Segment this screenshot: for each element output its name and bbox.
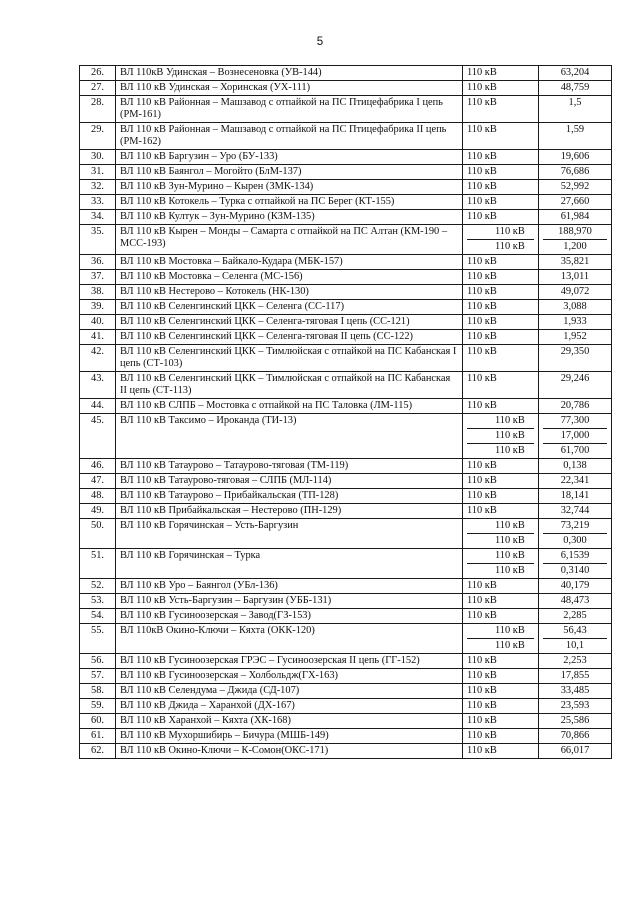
voltage-cell	[463, 96, 539, 123]
voltage-value: 110 кВ	[467, 730, 497, 741]
length-cell	[539, 210, 612, 225]
line-name: ВЛ 110 кВ Татаурово – Татаурово-тяговая (ТМ-119)	[116, 459, 463, 474]
voltage-cell	[463, 372, 539, 399]
voltage-value: 110 кВ	[467, 97, 497, 108]
row-number: 35.	[80, 225, 116, 255]
row-number: 36.	[80, 255, 116, 270]
length-value: 52,992	[560, 181, 590, 192]
length-cell	[539, 345, 612, 372]
voltage-value: 110 кВ	[467, 533, 534, 547]
voltage-cell	[463, 165, 539, 180]
voltage-cell	[463, 123, 539, 150]
length-value: 22,341	[560, 475, 590, 486]
table-row	[80, 609, 612, 624]
line-name: ВЛ 110 кВ Селенгинский ЦКК – Селенга (СС-117)	[116, 300, 463, 315]
voltage-value: 110 кВ	[495, 415, 525, 426]
table-row	[80, 579, 612, 594]
voltage-value: 110 кВ	[467, 151, 497, 162]
length-value: 61,700	[543, 443, 607, 457]
table-row	[80, 459, 612, 474]
length-value: 48,759	[560, 82, 590, 93]
length-cell	[539, 285, 612, 300]
voltage-value: 110 кВ	[467, 239, 534, 253]
line-name: ВЛ 110 кВ Селенгинский ЦКК – Тимлюйская с отпайкой на ПС Кабанская II цепь (СТ-113)	[116, 372, 463, 399]
voltage-cell	[463, 729, 539, 744]
line-name: ВЛ 110 кВ Котокель – Турка с отпайкой на ПС Берег (КТ-155)	[116, 195, 463, 210]
row-number: 48.	[80, 489, 116, 504]
table-row	[80, 270, 612, 285]
voltage-cell	[463, 669, 539, 684]
row-number: 40.	[80, 315, 116, 330]
table-row	[80, 504, 612, 519]
table-row	[80, 624, 612, 654]
length-cell	[539, 459, 612, 474]
length-value: 48,473	[560, 595, 590, 606]
voltage-value: 110 кВ	[467, 563, 534, 577]
table-row	[80, 684, 612, 699]
length-value: 13,011	[560, 271, 590, 282]
voltage-cell	[463, 684, 539, 699]
voltage-cell	[463, 345, 539, 372]
line-name: ВЛ 110 кВ Кырен – Монды – Самарта с отпайкой на ПС Алтан (КМ-190 – МСС-193)	[116, 225, 463, 255]
length-value: 32,744	[560, 505, 590, 516]
table-row	[80, 180, 612, 195]
row-number: 55.	[80, 624, 116, 654]
voltage-value: 110 кВ	[467, 700, 497, 711]
voltage-value: 110 кВ	[467, 685, 497, 696]
length-value: 17,855	[560, 670, 590, 681]
voltage-value: 110 кВ	[467, 67, 497, 78]
length-cell	[539, 270, 612, 285]
length-cell	[539, 699, 612, 714]
line-name: ВЛ 110 кВ Селенгинский ЦКК – Селенга-тяговая I цепь (СС-121)	[116, 315, 463, 330]
voltage-cell	[463, 255, 539, 270]
voltage-value: 110 кВ	[467, 301, 497, 312]
length-cell	[539, 300, 612, 315]
length-cell	[539, 225, 612, 255]
length-value: 19,606	[560, 151, 590, 162]
voltage-cell	[463, 609, 539, 624]
voltage-value: 110 кВ	[467, 196, 497, 207]
table-row	[80, 372, 612, 399]
row-number: 39.	[80, 300, 116, 315]
line-name: ВЛ 110 кВ Таксимо – Ироканда (ТИ-13)	[116, 414, 463, 459]
voltage-cell	[463, 399, 539, 414]
length-cell	[539, 669, 612, 684]
voltage-cell	[463, 714, 539, 729]
line-name: ВЛ 110 кВ Селендума – Джида (СД-107)	[116, 684, 463, 699]
voltage-cell	[463, 474, 539, 489]
voltage-cell	[463, 519, 539, 549]
voltage-value: 110 кВ	[495, 520, 525, 531]
table-row	[80, 669, 612, 684]
voltage-value: 110 кВ	[467, 211, 497, 222]
line-name: ВЛ 110кВ Удинская – Вознесеновка (УВ-144)	[116, 66, 463, 81]
length-value: 33,485	[560, 685, 590, 696]
voltage-value: 110 кВ	[467, 400, 497, 411]
row-number: 52.	[80, 579, 116, 594]
row-number: 59.	[80, 699, 116, 714]
length-value: 76,686	[560, 166, 590, 177]
voltage-value: 110 кВ	[467, 316, 497, 327]
length-cell	[539, 96, 612, 123]
table-row	[80, 654, 612, 669]
voltage-value: 110 кВ	[467, 460, 497, 471]
table-row	[80, 399, 612, 414]
length-cell	[539, 66, 612, 81]
length-cell	[539, 624, 612, 654]
length-value: 49,072	[560, 286, 590, 297]
length-value: 1,200	[543, 239, 607, 253]
length-value: 23,593	[560, 700, 590, 711]
length-value: 56,43	[563, 625, 587, 636]
length-value: 6,1539	[560, 550, 590, 561]
length-cell	[539, 150, 612, 165]
length-cell	[539, 729, 612, 744]
voltage-value: 110 кВ	[467, 670, 497, 681]
line-name: ВЛ 110 кВ Татаурово-тяговая – СЛПБ (МЛ-114)	[116, 474, 463, 489]
table-row	[80, 225, 612, 255]
voltage-value: 110 кВ	[495, 550, 525, 561]
length-cell	[539, 654, 612, 669]
voltage-cell	[463, 654, 539, 669]
line-name: ВЛ 110 кВ Селенгинский ЦКК – Тимлюйская с отпайкой на ПС Кабанская I цепь (СТ-103)	[116, 345, 463, 372]
line-name: ВЛ 110 кВ Баянгол – Могойто (БлМ-137)	[116, 165, 463, 180]
voltage-cell	[463, 315, 539, 330]
row-number: 57.	[80, 669, 116, 684]
row-number: 41.	[80, 330, 116, 345]
voltage-value: 110 кВ	[467, 595, 497, 606]
length-value: 18,141	[560, 490, 590, 501]
length-value: 1,59	[565, 124, 585, 135]
table-row	[80, 123, 612, 150]
voltage-value: 110 кВ	[467, 745, 497, 756]
row-number: 26.	[80, 66, 116, 81]
row-number: 56.	[80, 654, 116, 669]
length-cell	[539, 81, 612, 96]
table-row	[80, 150, 612, 165]
length-value: 10,1	[543, 638, 607, 652]
row-number: 27.	[80, 81, 116, 96]
row-number: 51.	[80, 549, 116, 579]
length-value: 77,300	[560, 415, 590, 426]
length-cell	[539, 414, 612, 459]
voltage-cell	[463, 330, 539, 345]
line-name: ВЛ 110 кВ Районная – Машзавод с отпайкой на ПС Птицефабрика I цепь (РМ-161)	[116, 96, 463, 123]
voltage-value: 110 кВ	[467, 610, 497, 621]
row-number: 31.	[80, 165, 116, 180]
table-row	[80, 699, 612, 714]
table-row	[80, 81, 612, 96]
table-row	[80, 315, 612, 330]
page-number: 5	[316, 36, 324, 48]
length-value: 2,253	[563, 655, 587, 666]
length-value: 0,3140	[543, 563, 607, 577]
row-number: 33.	[80, 195, 116, 210]
voltage-value: 110 кВ	[495, 625, 525, 636]
length-value: 20,786	[560, 400, 590, 411]
line-name: ВЛ 110 кВ Районная – Машзавод с отпайкой на ПС Птицефабрика II цепь (РМ-162)	[116, 123, 463, 150]
length-cell	[539, 489, 612, 504]
power-lines-table-body	[80, 66, 612, 759]
voltage-cell	[463, 270, 539, 285]
length-value: 63,204	[560, 67, 590, 78]
length-cell	[539, 579, 612, 594]
voltage-value: 110 кВ	[467, 286, 497, 297]
line-name: ВЛ 110 кВ Мухоршибирь – Бичура (МШБ-149)	[116, 729, 463, 744]
length-value: 73,219	[560, 520, 590, 531]
length-cell	[539, 195, 612, 210]
voltage-value: 110 кВ	[495, 226, 525, 237]
voltage-cell	[463, 180, 539, 195]
row-number: 49.	[80, 504, 116, 519]
length-cell	[539, 519, 612, 549]
voltage-value: 110 кВ	[467, 373, 497, 384]
line-name: ВЛ 110 кВ Гусиноозерская – Холбольдж(ГХ-163)	[116, 669, 463, 684]
length-value: 40,179	[560, 580, 590, 591]
row-number: 60.	[80, 714, 116, 729]
voltage-value: 110 кВ	[467, 331, 497, 342]
length-value: 29,246	[560, 373, 590, 384]
length-cell	[539, 372, 612, 399]
length-cell	[539, 255, 612, 270]
voltage-value: 110 кВ	[467, 181, 497, 192]
length-value: 61,984	[560, 211, 590, 222]
voltage-value: 110 кВ	[467, 166, 497, 177]
voltage-value: 110 кВ	[467, 490, 497, 501]
voltage-cell	[463, 285, 539, 300]
voltage-value: 110 кВ	[467, 256, 497, 267]
length-value: 27,660	[560, 196, 590, 207]
row-number: 45.	[80, 414, 116, 459]
line-name: ВЛ 110 кВ Прибайкальская – Нестерово (ПН-129)	[116, 504, 463, 519]
length-value: 188,970	[558, 226, 592, 237]
length-value: 0,300	[543, 533, 607, 547]
row-number: 43.	[80, 372, 116, 399]
voltage-value: 110 кВ	[467, 346, 497, 357]
voltage-cell	[463, 624, 539, 654]
row-number: 61.	[80, 729, 116, 744]
voltage-value: 110 кВ	[467, 124, 497, 135]
voltage-cell	[463, 579, 539, 594]
length-cell	[539, 330, 612, 345]
length-value: 29,350	[560, 346, 590, 357]
voltage-value: 110 кВ	[467, 580, 497, 591]
row-number: 30.	[80, 150, 116, 165]
table-row	[80, 744, 612, 759]
power-lines-table	[79, 65, 612, 759]
length-value: 1,952	[563, 331, 587, 342]
length-value: 66,017	[560, 745, 590, 756]
length-cell	[539, 399, 612, 414]
line-name: ВЛ 110 кВ Баргузин – Уро (БУ-133)	[116, 150, 463, 165]
voltage-cell	[463, 225, 539, 255]
voltage-value: 110 кВ	[467, 505, 497, 516]
voltage-value: 110 кВ	[467, 82, 497, 93]
row-number: 46.	[80, 459, 116, 474]
line-name: ВЛ 110 кВ Удинская – Хоринская (УХ-111)	[116, 81, 463, 96]
table-row	[80, 300, 612, 315]
length-cell	[539, 594, 612, 609]
length-value: 17,000	[543, 428, 607, 442]
voltage-cell	[463, 504, 539, 519]
line-name: ВЛ 110 кВ Уро – Баянгол (УБл-136)	[116, 579, 463, 594]
voltage-cell	[463, 66, 539, 81]
line-name: ВЛ 110 кВ СЛПБ – Мостовка с отпайкой на ПС Таловка (ЛМ-115)	[116, 399, 463, 414]
length-cell	[539, 165, 612, 180]
table-row	[80, 195, 612, 210]
voltage-cell	[463, 414, 539, 459]
length-value: 0,138	[563, 460, 587, 471]
table-row	[80, 96, 612, 123]
length-value: 1,5	[568, 97, 582, 108]
voltage-cell	[463, 300, 539, 315]
row-number: 54.	[80, 609, 116, 624]
row-number: 34.	[80, 210, 116, 225]
voltage-value: 110 кВ	[467, 715, 497, 726]
length-value: 35,821	[560, 256, 590, 267]
table-row	[80, 714, 612, 729]
length-cell	[539, 504, 612, 519]
row-number: 32.	[80, 180, 116, 195]
voltage-value: 110 кВ	[467, 655, 497, 666]
line-name: ВЛ 110 кВ Гусиноозерская ГРЭС – Гусиноозерская II цепь (ГГ-152)	[116, 654, 463, 669]
table-row	[80, 210, 612, 225]
voltage-value: 110 кВ	[467, 475, 497, 486]
length-cell	[539, 474, 612, 489]
length-value: 2,285	[563, 610, 587, 621]
line-name: ВЛ 110 кВ Татаурово – Прибайкальская (ТП-128)	[116, 489, 463, 504]
line-name: ВЛ 110кВ Окино-Ключи – Кяхта (ОКК-120)	[116, 624, 463, 654]
row-number: 42.	[80, 345, 116, 372]
length-value: 1,933	[563, 316, 587, 327]
voltage-cell	[463, 81, 539, 96]
table-row	[80, 345, 612, 372]
line-name: ВЛ 110 кВ Харанхой – Кяхта (ХК-168)	[116, 714, 463, 729]
length-cell	[539, 744, 612, 759]
table-row	[80, 66, 612, 81]
table-row	[80, 594, 612, 609]
row-number: 44.	[80, 399, 116, 414]
row-number: 50.	[80, 519, 116, 549]
line-name: ВЛ 110 кВ Мостовка – Байкало-Кудара (МБК-157)	[116, 255, 463, 270]
line-name: ВЛ 110 кВ Зун-Мурино – Кырен (ЗМК-134)	[116, 180, 463, 195]
length-cell	[539, 609, 612, 624]
line-name: ВЛ 110 кВ Нестерово – Котокель (НК-130)	[116, 285, 463, 300]
line-name: ВЛ 110 кВ Селенгинский ЦКК – Селенга-тяговая II цепь (СС-122)	[116, 330, 463, 345]
table-row	[80, 519, 612, 549]
voltage-value: 110 кВ	[467, 271, 497, 282]
voltage-cell	[463, 744, 539, 759]
voltage-value: 110 кВ	[467, 428, 534, 442]
table-row	[80, 285, 612, 300]
voltage-cell	[463, 210, 539, 225]
line-name: ВЛ 110 кВ Окино-Ключи – К-Сомон(ОКС-171)	[116, 744, 463, 759]
line-name: ВЛ 110 кВ Горячинская – Турка	[116, 549, 463, 579]
table-row	[80, 549, 612, 579]
length-cell	[539, 549, 612, 579]
row-number: 37.	[80, 270, 116, 285]
voltage-cell	[463, 549, 539, 579]
table-row	[80, 255, 612, 270]
line-name: ВЛ 110 кВ Горячинская – Усть-Баргузин	[116, 519, 463, 549]
voltage-value: 110 кВ	[467, 638, 534, 652]
length-value: 3,088	[563, 301, 587, 312]
voltage-cell	[463, 459, 539, 474]
voltage-cell	[463, 594, 539, 609]
line-name: ВЛ 110 кВ Мостовка – Селенга (МС-156)	[116, 270, 463, 285]
table-row	[80, 729, 612, 744]
line-name: ВЛ 110 кВ Култук – Зун-Мурино (КЗМ-135)	[116, 210, 463, 225]
length-cell	[539, 123, 612, 150]
voltage-cell	[463, 489, 539, 504]
line-name: ВЛ 110 кВ Гусиноозерская – Завод(ГЗ-153)	[116, 609, 463, 624]
row-number: 58.	[80, 684, 116, 699]
length-value: 25,586	[560, 715, 590, 726]
table-row	[80, 489, 612, 504]
length-cell	[539, 684, 612, 699]
length-cell	[539, 714, 612, 729]
row-number: 29.	[80, 123, 116, 150]
table-row	[80, 330, 612, 345]
line-name: ВЛ 110 кВ Джида – Харанхой (ДХ-167)	[116, 699, 463, 714]
voltage-value: 110 кВ	[467, 443, 534, 457]
row-number: 62.	[80, 744, 116, 759]
table-row	[80, 165, 612, 180]
length-cell	[539, 315, 612, 330]
voltage-cell	[463, 195, 539, 210]
line-name: ВЛ 110 кВ Усть-Баргузин – Баргузин (УББ-131)	[116, 594, 463, 609]
voltage-cell	[463, 150, 539, 165]
table-row	[80, 474, 612, 489]
table-row	[80, 414, 612, 459]
row-number: 28.	[80, 96, 116, 123]
length-value: 70,866	[560, 730, 590, 741]
length-cell	[539, 180, 612, 195]
row-number: 53.	[80, 594, 116, 609]
row-number: 38.	[80, 285, 116, 300]
row-number: 47.	[80, 474, 116, 489]
voltage-cell	[463, 699, 539, 714]
